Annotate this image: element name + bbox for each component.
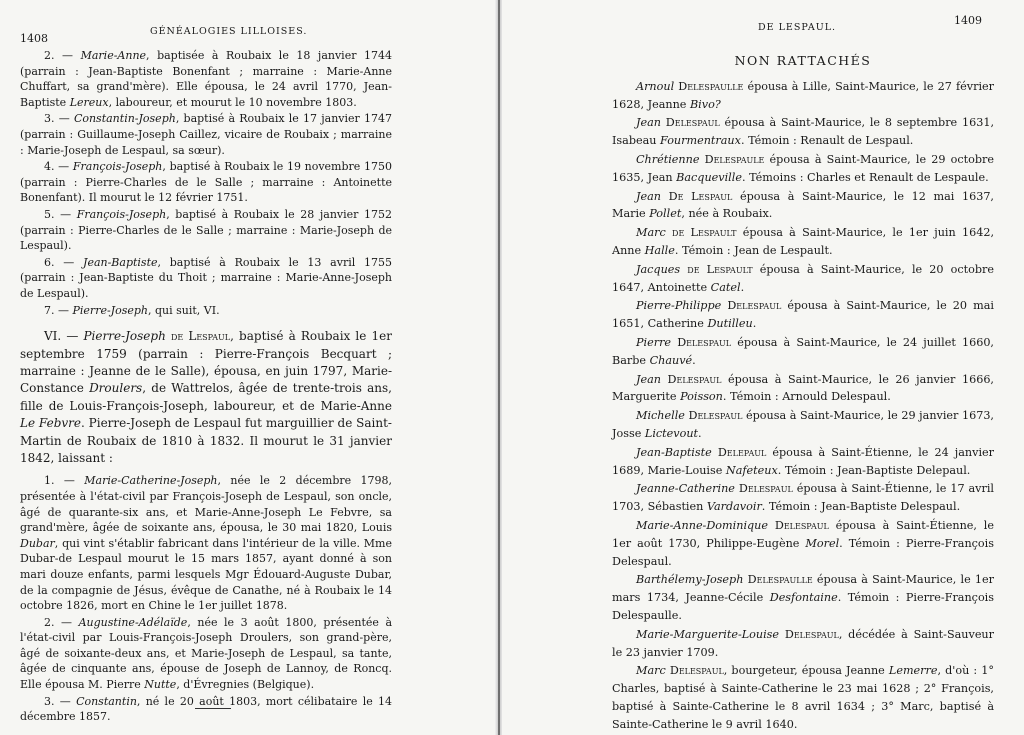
list-item: Marc de Lespault épousa à Saint-Maurice, le 1er juin 1642, Anne Halle. Témoin : Jean de Lespault. <box>612 226 994 257</box>
list-item: Jeanne-Catherine Delespaul épousa à Saint-Étienne, le 17 avril 1703, Sébastien Vardavoir. Témoin : Jean-Baptiste Delespaul. <box>612 482 994 514</box>
entries-list <box>612 78 994 734</box>
list-item: 1. — Marie-Catherine-Joseph, née le 2 décembre 1798, présentée à l'état-civil par François-Joseph de Lespaul, son oncle, âgé de quarante-six ans, et Marie-Anne-Joseph Le Febvre, sa grand'mère, âgée de soixante ans, épousa, le 30 mai 1820, Louis Dubar, qui vint s'établir fabricant dans l'intérieur de la ville. Mme Dubar-de Lespaul mourut le 15 mars 1857, ayant donné à son mari douze enfants, parmi lesquels Mgr Édouard-Auguste Dubar, de la compagnie de Jésus, évêque de Canathe, né à Roubaix le 14 octobre 1826, mort en Chine le 1er juillet 1878. <box>20 474 393 613</box>
list-item: Marie-Marguerite-Louise Delespaul, décédée à Saint-Sauveur le 23 janvier 1709. <box>612 627 994 659</box>
list-item: Arnoul Delespaulle épousa à Lille, Saint-Maurice, le 27 février 1628, Jeanne Bivo? <box>612 79 994 111</box>
right-column <box>612 52 994 734</box>
left-column <box>20 48 392 726</box>
list-item: 7. — Pierre-Joseph, qui suit, VI. <box>44 303 220 317</box>
section-title: NON RATTACHÉS <box>734 53 872 68</box>
list-item: 4. — François-Joseph, baptisé à Roubaix le 19 novembre 1750 (parrain : Pierre-Charles de le Salle ; marraine : Antoinette Bonenfant). Il mourut le 12 février 1751. <box>20 160 392 205</box>
left-page <box>0 0 497 735</box>
list-item: Chrétienne Delespaule épousa à Saint-Maurice, le 29 octobre 1635, Jean Bacqueville. Témoins : Charles et Renault de Lespaule. <box>612 152 994 184</box>
generation-vi-paragraph: VI. — Pierre-Joseph de Lespaul, baptisé à Roubaix le 1er septembre 1759 (parrain : Pierre-François Becquart ; marraine : Jeanne de le Salle), épousa, en juin 1797, Marie-Constance Droulers, de Wattrelos, âgée de trente-trois ans, fille de Louis-François-Joseph, laboureur, et de Marie-Anne Le Febvre. Pierre-Joseph de Lespaul fut marguillier de Saint-Martin de Roubaix de 1810 à 1832. Il mourut le 31 janvier 1842, laissant : <box>20 329 392 465</box>
list-item: Barthélemy-Joseph Delespaulle épousa à Saint-Maurice, le 1er mars 1734, Jeanne-Cécile Desfontaine. Témoin : Pierre-François Delespaulle. <box>612 573 995 622</box>
list-item: Jean De Lespaul épousa à Saint-Maurice, le 12 mai 1637, Marie Pollet, née à Roubaix. <box>612 189 994 221</box>
list-item: Michelle Delespaul épousa à Saint-Maurice, le 29 janvier 1673, Josse Lictevout. <box>612 409 994 440</box>
page-number: 1409 <box>954 14 982 27</box>
list-item: Jean Delespaul épousa à Saint-Maurice, le 8 septembre 1631, Isabeau Fourmentraux. Témoin : Renault de Lespaul. <box>612 116 994 148</box>
list-item: Marc Delespaul, bourgeteur, épousa Jeanne Lemerre, d'où : 1° Charles, baptisé à Sainte-Catherine le 23 mai 1628 ; 2° François, baptisé à Sainte-Catherine le 8 avril 1634 ; 3° Marc, baptisé à Sainte-Catherine le 9 avril 1640. <box>612 664 994 731</box>
list-item: 2. — Marie-Anne, baptisée à Roubaix le 18 janvier 1744 (parrain : Jean-Baptiste Bonenfant ; marraine : Marie-Anne Chuffart, sa grand'mère). Elle épousa, le 24 avril 1770, Jean-Baptiste Lereux, laboureur, et mourut le 10 novembre 1803. <box>20 49 392 109</box>
list-item: Pierre-Philippe Delespaul épousa à Saint-Maurice, le 20 mai 1651, Catherine Dutilleu. <box>612 299 994 331</box>
list-item: Jean Delespaul épousa à Saint-Maurice, le 26 janvier 1666, Marguerite Poisson. Témoin : Arnould Delespaul. <box>612 372 994 404</box>
list-item: 5. — François-Joseph, baptisé à Roubaix le 28 janvier 1752 (parrain : Pierre-Charles de le Salle ; marraine : Marie-Joseph de Lespaul). <box>20 207 392 253</box>
right-page <box>502 0 1024 735</box>
end-rule <box>195 708 231 709</box>
list-item: Marie-Anne-Dominique Delespaul épousa à Saint-Étienne, le 1er août 1730, Philippe-Eugène Morel. Témoin : Pierre-François Delespaul. <box>612 518 994 568</box>
running-head: DE LESPAUL. <box>758 22 837 33</box>
list-item: Pierre Delespaul épousa à Saint-Maurice, le 24 juillet 1660, Barbe Chauvé. <box>612 335 994 367</box>
list-item: Jean-Baptiste Delepaul épousa à Saint-Étienne, le 24 janvier 1689, Marie-Louise Nafeteux. Témoin : Jean-Baptiste Delepaul. <box>612 445 994 477</box>
page-number: 1408 <box>20 32 48 45</box>
list-item: 3. — Constantin-Joseph, baptisé à Roubaix le 17 janvier 1747 (parrain : Guillaume-Joseph Caillez, vicaire de Roubaix ; marraine : Marie-Joseph de Lespaul, sa sœur). <box>20 112 392 157</box>
list-item: Jacques de Lespault épousa à Saint-Maurice, le 20 octobre 1647, Antoinette Catel. <box>612 262 994 294</box>
list-item: 3. — Constantin, né le 20 août 1803, mort célibataire le 14 décembre 1857. <box>20 694 393 724</box>
list-item: 6. — Jean-Baptiste, baptisé à Roubaix le 13 avril 1755 (parrain : Jean-Baptiste du Thoit ; marraine : Marie-Anne-Joseph de Lespaul). <box>20 255 393 300</box>
list-item: 2. — Augustine-Adélaïde, née le 3 août 1800, présentée à l'état-civil par Louis-François-Joseph Droulers, son grand-père, âgé de soixante-deux ans, et Marie-Joseph de Lespaul, sa tante, âgée de cinquante ans, épouse de Joseph de Lannoy, de Roncq. Elle épousa M. Pierre Nutte, d'Évregnies (Belgique). <box>20 615 393 692</box>
running-head: GÉNÉALOGIES LILLOISES. <box>150 26 308 37</box>
